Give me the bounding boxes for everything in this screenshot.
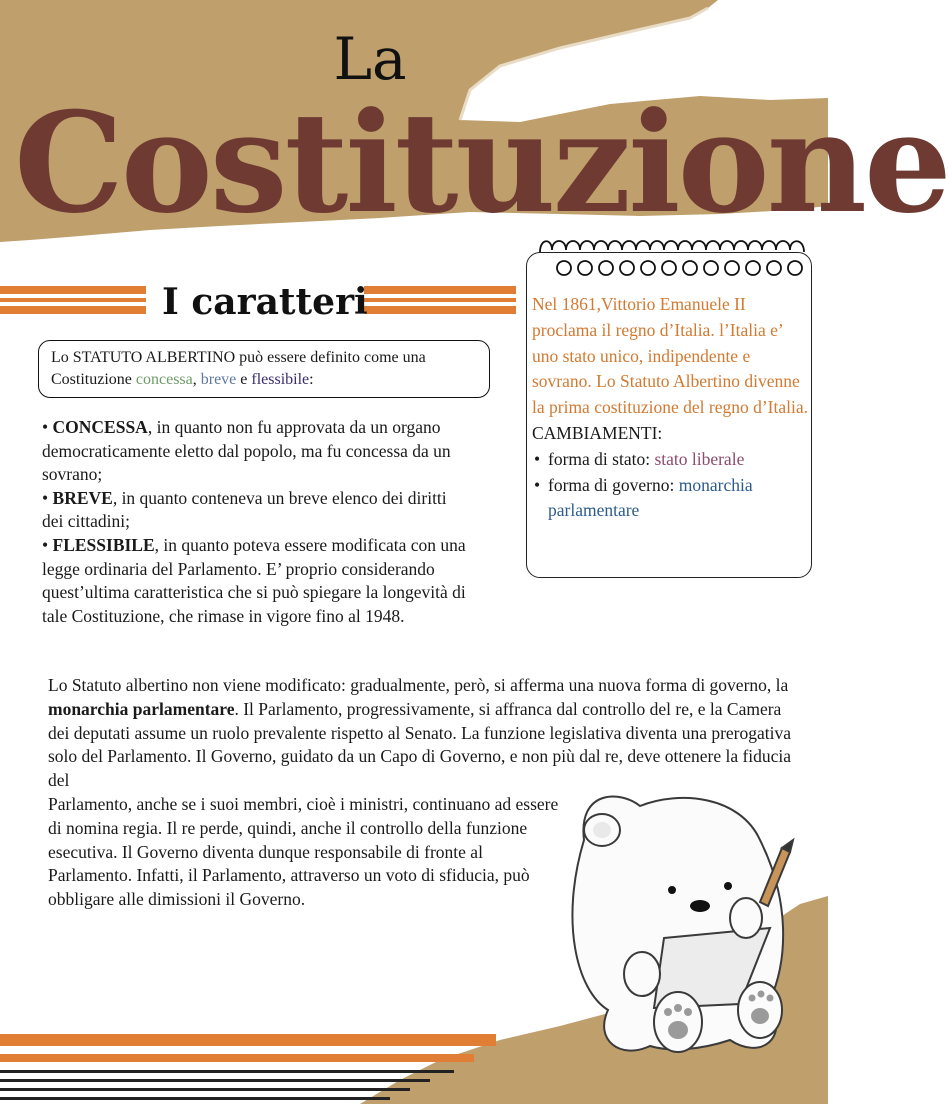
bullet-symbol: • [534,448,541,469]
bullet-symbol: • [42,534,49,555]
intro-word-concessa: concessa [135,371,193,388]
body-paragraph [48,674,800,912]
stripe [0,306,146,314]
bullet-text: , in quanto conteneva un breve elenco dei diritti dei cittadini; [42,487,447,532]
stripe [0,1070,454,1073]
change-label: forma di stato: [548,448,651,469]
intro-sep: , [192,371,197,388]
body-text-end: . Il Parlamento, progressivamente, si affranca dal controllo del re, e la Camera dei deputati assume un ruolo prevalente rispetto al Senato. La funzione legislativa diventa una prerogativa solo del Parlamento. Il Governo, guidato da un Capo di Governo, e non più dal re, deve ottenere la fiducia del [48,698,792,791]
page-title: Costituzione [14,81,949,244]
note-changes-list [532,447,810,524]
stripe [0,1088,410,1091]
bullet-symbol: • [42,417,49,437]
stripe [364,298,516,302]
section-heading: I caratteri [162,281,368,323]
stripe [0,1034,496,1046]
bullet-symbol: • [42,487,49,508]
intro-box [38,340,490,398]
intro-end: : [309,371,314,388]
list-item [42,534,472,628]
bullet-text: , in quanto non fu approvata da un organo democraticamente eletto dal popolo, ma fu concessa da un sovrano; [42,417,451,485]
stripe [0,1079,430,1082]
stripe [0,298,146,302]
body-text-start: Lo Statuto albertino non viene modificato: gradualmente, però, si afferma una nuova forma di governo, la [48,675,789,695]
body-bold-term: monarchia parlamentare [48,698,235,719]
change-label: forma di governo: [548,474,675,495]
list-item [532,447,810,473]
intro-word-flessibile: flessibile [251,371,310,388]
change-value: monarchia parlamentare [548,474,753,521]
list-item [532,473,810,525]
bullet-term: FLESSIBILE [52,534,155,555]
bullet-symbol: • [534,474,541,495]
bullet-term: CONCESSA [52,417,148,437]
stripe [0,1097,390,1100]
body-text-narrow: Parlamento, anche se i suoi membri, cioè i ministri, continuano ad essere di nomina regia. Il re perde, quindi, anche il controllo della funzione esecutiva. Il Governo diventa dunque responsabile di fronte al Parlamento. Infatti, il Parlamento, attraverso un voto di sfiducia, può obbligare alle dimissioni il Governo. [48,793,559,910]
stripe [0,1054,474,1062]
intro-word-breve: breve [200,371,237,388]
intro-text: Lo STATUTO ALBERTINO può essere definito come una Costituzione [51,349,426,388]
change-value: stato liberale [654,448,745,469]
characteristics-list [42,416,472,628]
stripe [364,306,516,314]
title-small: La [333,25,407,93]
list-item [42,487,472,534]
bullet-term: BREVE [52,487,113,508]
stripe [364,286,516,294]
intro-sep: e [240,371,248,388]
stripe [0,286,146,294]
bullet-text: , in quanto poteva essere modificata con una legge ordinaria del Parlamento. E’ proprio considerando quest’ultima caratteristica che si può spiegare la longevità di tale Costituzione, che rimase in vigore fino al 1948. [42,534,466,626]
note-text: Nel 1861,Vittorio Emanuele II proclama il regno d’Italia. l’Italia e’ uno stato unico, indipendente e sovrano. Lo Statuto Albertino divenne la prima costituzione del regno d’Italia. [532,294,809,418]
note-content [532,292,810,524]
list-item [42,416,472,487]
note-changes-label: CAMBIAMENTI: [532,422,663,443]
